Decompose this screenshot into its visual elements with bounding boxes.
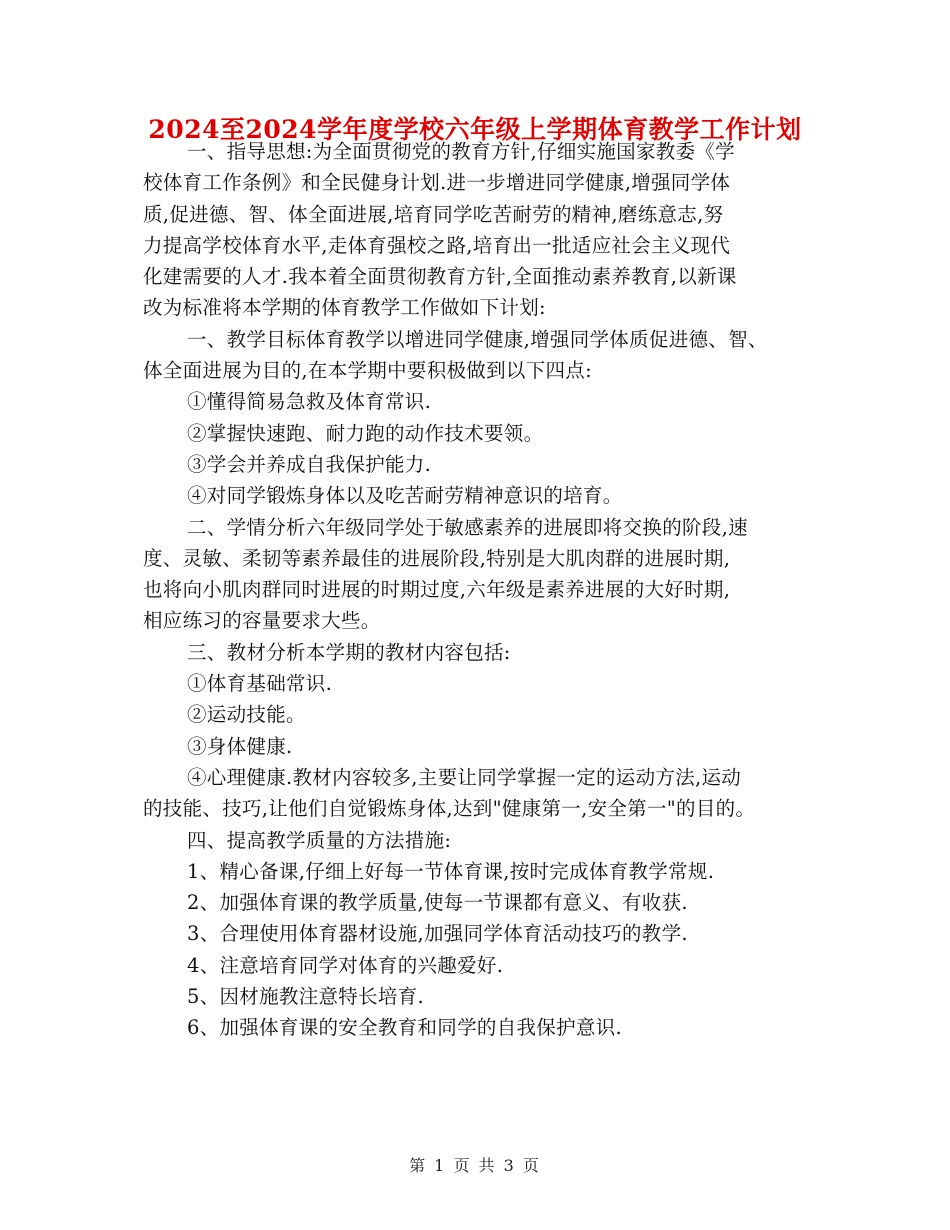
paragraph-line: 质,促进德、智、体全面进展,培育同学吃苦耐劳的精神,磨练意志,努	[143, 202, 724, 226]
paragraph-line: 度、灵敏、柔韧等素养最佳的进展阶段,特别是大肌肉群的进展时期,	[143, 546, 731, 570]
paragraph-line: 二、学情分析六年级同学处于敏感素养的进展即将交换的阶段,速	[187, 515, 748, 539]
list-item: 1、精心备课,仔细上好每一节体育课,按时完成体育教学常规.	[187, 859, 715, 883]
list-item: 5、因材施教注意特长培育.	[187, 985, 425, 1009]
paragraph-line: 力提高学校体育水平,走体育强校之路,培育出一批适应社会主义现代	[143, 233, 731, 257]
list-item: 6、加强体育课的安全教育和同学的自我保护意识.	[187, 1016, 623, 1040]
list-item: 3、合理使用体育器材设施,加强同学体育活动技巧的教学.	[187, 922, 688, 946]
paragraph-line: 三、教材分析本学期的教材内容包括:	[187, 640, 511, 664]
document-body	[143, 136, 823, 1044]
paragraph-line: 的技能、技巧,让他们自觉锻炼身体,达到"健康第一,安全第一"的目的。	[143, 797, 756, 821]
list-item: ③身体健康.	[187, 734, 293, 758]
paragraph-line: 一、教学目标体育教学以增进同学健康,增强同学体质促进德、智、	[187, 327, 768, 351]
paragraph-line: 校体育工作条例》和全民健身计划.进一步增进同学健康,增强同学体	[143, 171, 731, 195]
list-item: ②运动技能。	[187, 703, 306, 727]
paragraph-line: 化建需要的人才.我本着全面贯彻教育方针,全面推动素养教育,以新课	[143, 265, 737, 289]
list-item: ④对同学锻炼身体以及吃苦耐劳精神意识的培育。	[187, 484, 623, 508]
paragraph-line: 一、指导思想:为全面贯彻党的教育方针,仔细实施国家教委《学	[187, 140, 735, 163]
paragraph-line: 相应练习的容量要求大些。	[143, 609, 381, 633]
paragraph-line: 体全面进展为目的,在本学期中要积极做到以下四点:	[143, 359, 592, 383]
list-item: ④心理健康.教材内容较多,主要让同学掌握一定的运动方法,运动	[187, 765, 742, 789]
list-item: ②掌握快速跑、耐力跑的动作技术要领。	[187, 421, 544, 445]
list-item: ③学会并养成自我保护能力.	[187, 452, 432, 476]
list-item: 2、加强体育课的教学质量,使每一节课都有意义、有收获.	[187, 891, 688, 915]
paragraph-line: 四、提高教学质量的方法措施:	[187, 828, 452, 852]
list-item: ①体育基础常识.	[187, 672, 333, 696]
document-title: 2024至2024学年度学校六年级上学期体育教学工作计划	[148, 115, 802, 144]
page-number-footer: 第 1 页 共 3 页	[409, 1156, 541, 1175]
list-item: 4、注意培育同学对体育的兴趣爱好.	[187, 953, 504, 977]
paragraph-line: 改为标准将本学期的体育教学工作做如下计划:	[143, 296, 546, 320]
paragraph-line: 也将向小肌肉群同时进展的时期过度,六年级是素养进展的大好时期,	[143, 578, 731, 602]
list-item: ①懂得简易急救及体育常识.	[187, 390, 432, 414]
